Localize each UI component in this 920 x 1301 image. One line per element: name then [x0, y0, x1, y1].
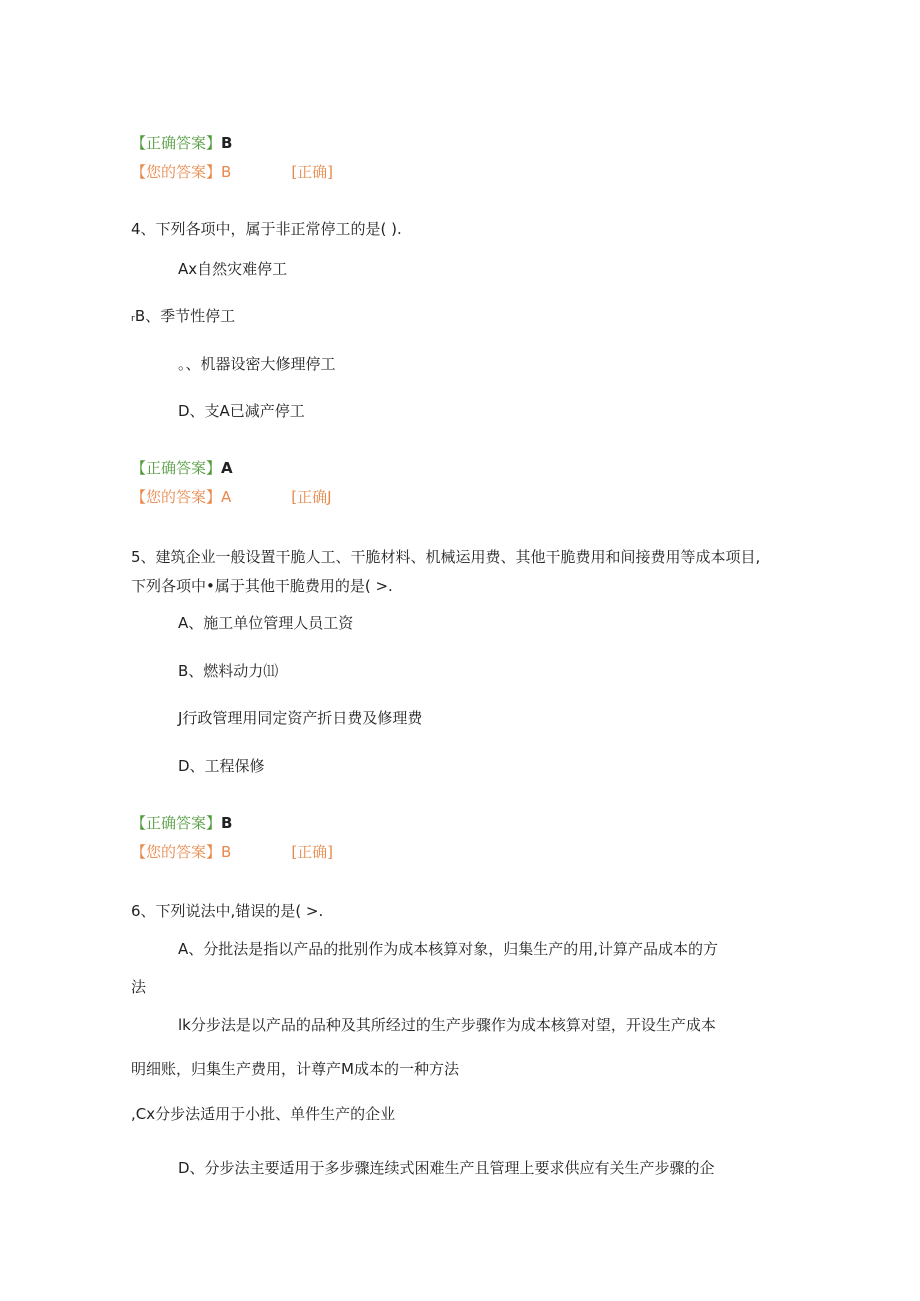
- question-6-option-d: D、分步法主要适用于多步骤连续式困难生产且管理上要求供应有关生产步骤的企: [178, 1159, 715, 1177]
- correct-answer-label: 【正确答案】: [131, 134, 222, 152]
- correct-answer-label: 【正确答案】: [131, 459, 222, 477]
- your-answer-label: 【您的答案】: [131, 843, 222, 861]
- question-5-line-2: 下列各项中•属于其他干脆费用的是( >.: [131, 577, 393, 595]
- answer-status: [正确]: [291, 843, 334, 861]
- correct-answer-value: B: [221, 134, 233, 152]
- question-6-option-c: ,Cx分步法适用于小批、单件生产的企业: [131, 1105, 396, 1123]
- correct-answer-line: [131, 813, 232, 833]
- correct-answer-line: [131, 133, 232, 153]
- question-4: 4、下列各项中，属于非正常停工的是( ).: [131, 220, 402, 238]
- question-4-option-b: ᵣB、季节性停工: [131, 307, 236, 325]
- question-5-option-c: J行政管理用同定资产折日费及修理费: [178, 709, 423, 727]
- question-4-option-a: Ax自然灾难停工: [178, 260, 288, 278]
- question-6-option-b-line-2: 明细账，归集生产费用，计尊产M成本的一种方法: [131, 1060, 459, 1078]
- question-4-option-c: 。、机器设密大修理停工: [178, 355, 336, 373]
- question-4-option-d: D、支A已减产停工: [178, 402, 305, 420]
- your-answer-value: B: [221, 843, 232, 861]
- answer-status: [正确J: [291, 488, 332, 506]
- your-answer-line: [131, 487, 332, 507]
- question-6-option-b-line-1: lk分步法是以产品的品种及其所经过的生产步骤作为成本核算对望，开设生产成本: [178, 1016, 716, 1034]
- correct-answer-value: A: [221, 459, 233, 477]
- question-6-option-a-line-2: 法: [131, 978, 147, 996]
- your-answer-value: A: [221, 488, 232, 506]
- question-5-option-b: B、燃料动力⑾: [178, 662, 279, 680]
- correct-answer-value: B: [221, 814, 233, 832]
- question-6-option-a-line-1: A、分批法是指以产品的批别作为成本核算对象，归集生产的用,计算产品成本的方: [178, 940, 719, 958]
- your-answer-label: 【您的答案】: [131, 488, 222, 506]
- your-answer-line: [131, 842, 333, 862]
- correct-answer-line: [131, 458, 233, 478]
- your-answer-line: [131, 162, 333, 182]
- question-5-option-d: D、工程保修: [178, 757, 265, 775]
- question-5-line-1: 5、建筑企业一般设置干脆人工、干脆材料、机械运用费、其他干脆费用和间接费用等成本项目,: [131, 548, 761, 566]
- your-answer-label: 【您的答案】: [131, 163, 222, 181]
- correct-answer-label: 【正确答案】: [131, 814, 222, 832]
- answer-status: [正确]: [291, 163, 334, 181]
- question-5-option-a: A、施工单位管理人员工资: [178, 614, 354, 632]
- your-answer-value: B: [221, 163, 232, 181]
- question-6: 6、下列说法中,错误的是( >.: [131, 902, 324, 920]
